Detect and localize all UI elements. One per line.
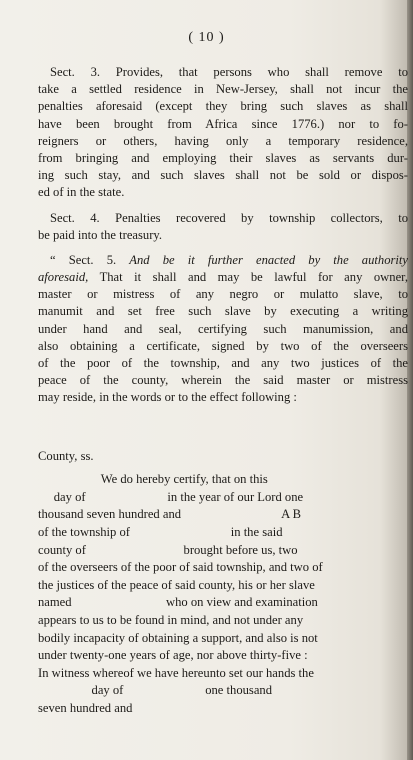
form-line: seven hundred and [38, 700, 133, 715]
section-4-line: be paid into the treasury. [38, 227, 163, 242]
section-3-line: have been brought from Africa since 1776.) nor to fo- [38, 116, 408, 131]
section-3-line: penalties aforesaid (except they bring such slaves as shall [38, 99, 408, 114]
section-5-line: master or mistress of any negro or mulatto slave, to [38, 287, 408, 302]
section-5-line: also obtaining a certificate, signed by two of the overseers [38, 338, 408, 353]
certificate-form [38, 448, 408, 718]
section-5-line: peace of the county, wherein the said master or mistress [38, 373, 408, 388]
section-5-heading-line [38, 252, 408, 269]
form-line: of the township of in the said [38, 524, 283, 539]
form-line: county of brought before us, two [38, 542, 298, 557]
form-line: named who on view and examination [38, 595, 318, 610]
form-line: In witness whereof we have hereunto set our hands the [38, 665, 314, 680]
section-4-line: Sect. 4. Penalties recovered by township collectors, to [50, 210, 408, 225]
form-line: the justices of the peace of said county, his or her slave [38, 577, 315, 592]
section-3-line: Sect. 3. Provides, that persons who shall remove to [50, 65, 408, 79]
section-5-aforesaid: aforesaid, [38, 270, 89, 285]
page-number: ( 10 ) [188, 30, 225, 45]
form-line: thousand seven hundred and A B [38, 507, 302, 522]
form-line: of the overseers of the poor of said township, and two of [38, 560, 323, 575]
section-3 [38, 64, 408, 407]
section-3-line: ed of in the state. [38, 185, 125, 200]
form-line: bodily incapacity of obtaining a support, and also is not [38, 630, 318, 645]
section-3-line: reigners or others, having only a temporary residence, [38, 133, 408, 148]
form-county-heading: County, ss. [38, 449, 94, 463]
form-line: day of one thousand [38, 683, 273, 698]
section-5-line-rest: That it shall and may be lawful for any owner, [99, 270, 408, 285]
section-5-line: under hand and seal, certifying such manumission, and [38, 321, 408, 336]
form-line: under twenty-one years of age, nor above thirty-five : [38, 648, 308, 663]
section-5-line: manumit and set free such slave by executing a writing [38, 304, 408, 319]
section-3-line: take a settled residence in New-Jersey, shall not incur the [38, 82, 408, 97]
form-line: day of in the year of our Lord one [38, 489, 304, 504]
form-line: We do hereby certify, that on this [38, 472, 268, 487]
section-3-line: ing such stay, and such slaves shall not be sold or dispos- [38, 168, 408, 183]
section-5-lead: “ Sect. 5. [50, 252, 117, 267]
section-5-line: of the poor of the township, and any two justices of the [38, 356, 408, 371]
section-3-line: from bringing and employing their slaves as servants dur- [38, 150, 408, 165]
form-line: appears to us to be found in mind, and not under any [38, 612, 304, 627]
section-5-line: may reside, in the words or to the effect following : [38, 390, 297, 405]
section-5-line [38, 269, 408, 286]
section-5-enacting-clause: And be it further enacted by the authority [129, 252, 408, 267]
